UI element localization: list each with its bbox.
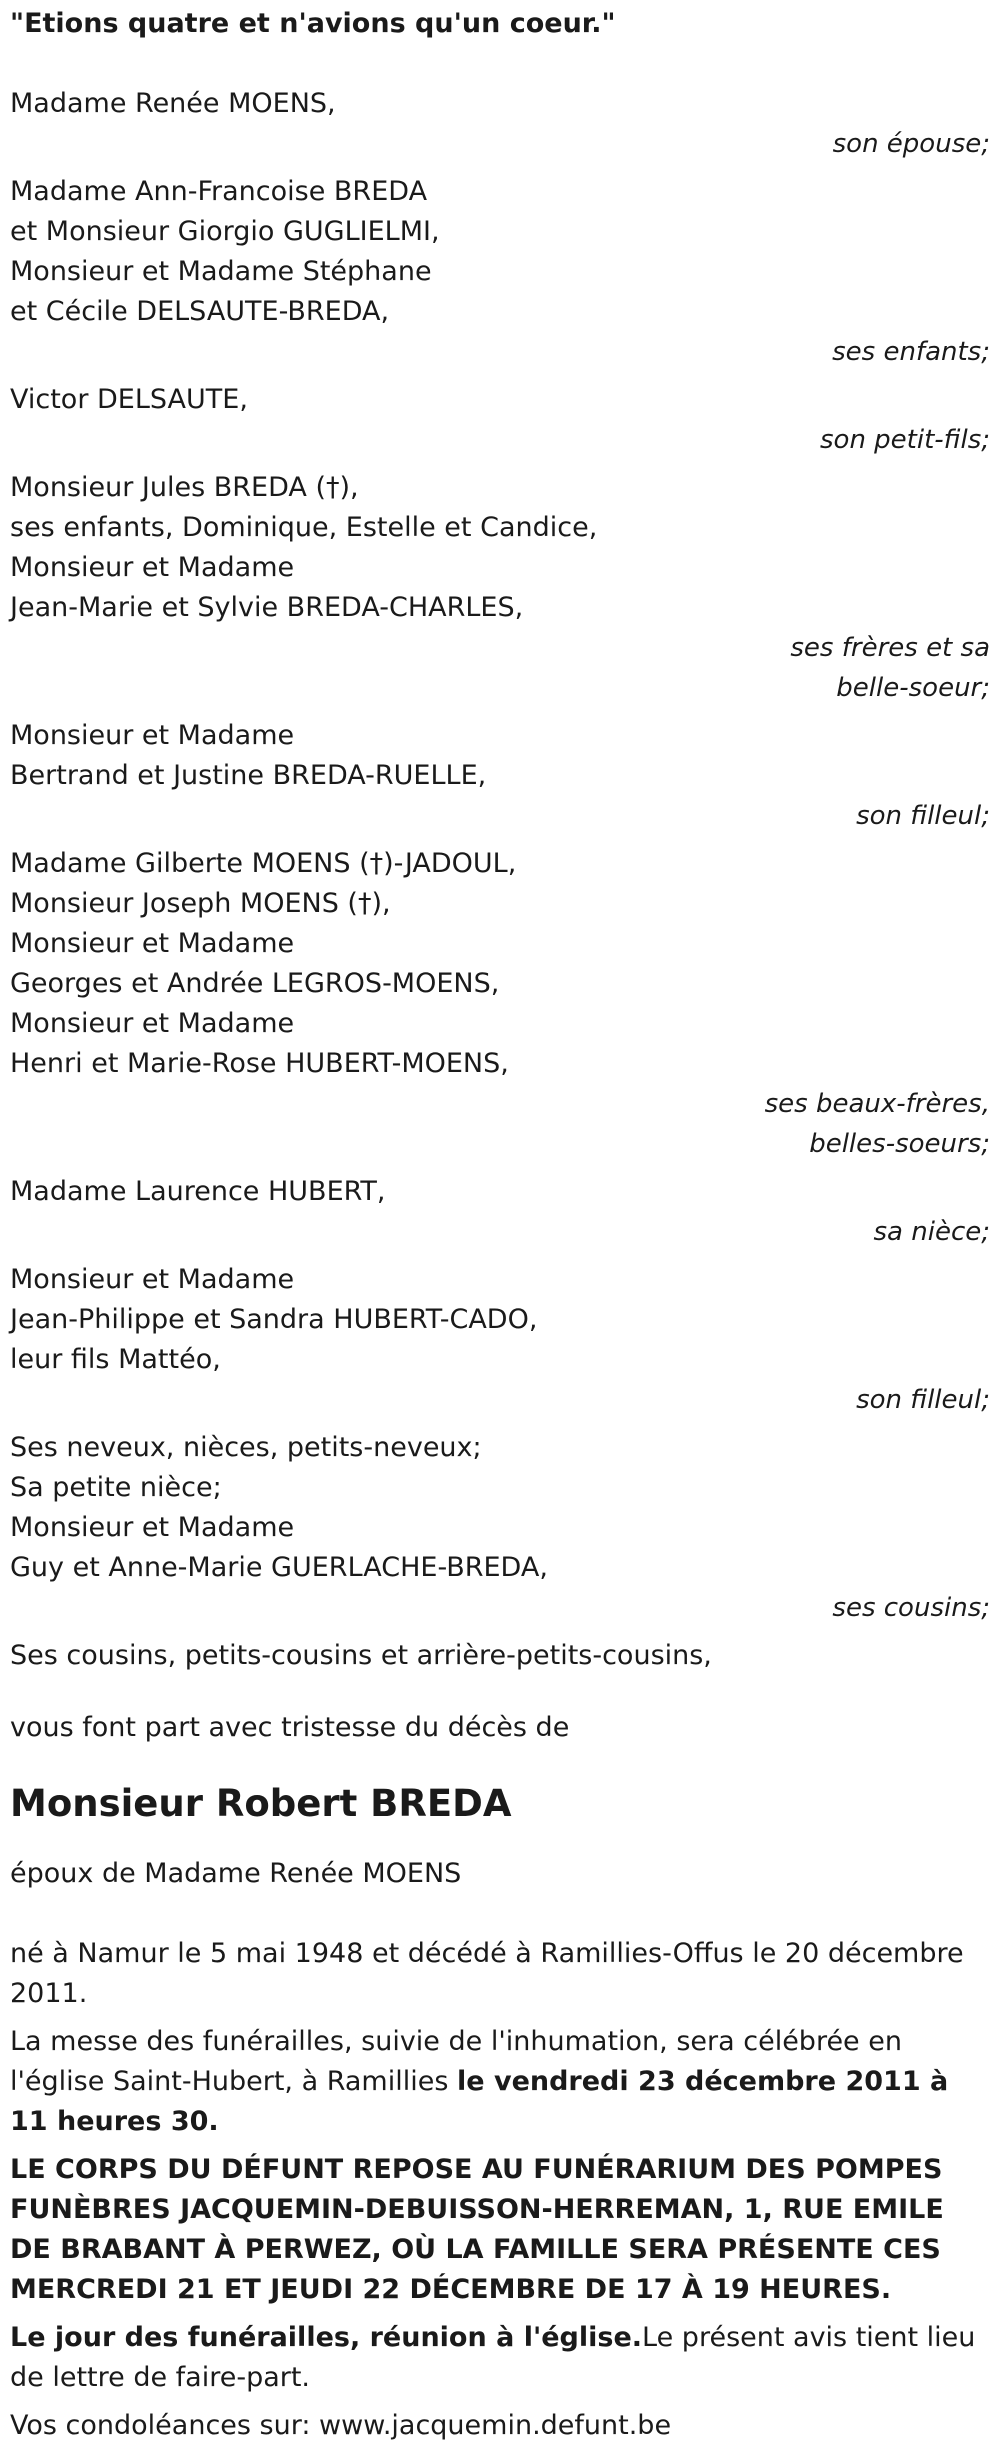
funerarium-notice: LE CORPS DU DÉFUNT REPOSE AU FUNÉRARIUM DES POMPES FUNÈBRES JACQUEMIN-DEBUISSON-HERREMAN, 1, RUE EMILE DE BRABANT À PERWEZ, OÙ LA FAMILLE SERA PRÉSENTE CES MERCREDI 21 ET JEUDI 22 DÉCEMBRE DE 17 À 19 HEURES. [10,2154,944,2305]
family-group [10,1172,990,1252]
family-member-line: et Monsieur Giorgio GUGLIELMI, [10,216,440,247]
meeting-bold: Le jour des funérailles, réunion à l'église. [10,2322,643,2353]
family-member-line: Monsieur et Madame [10,720,295,751]
family-group [10,84,990,164]
relationship-label: ses beaux-frères, [764,1089,990,1119]
family-member-line: Monsieur et Madame [10,928,295,959]
family-member-line: Henri et Marie-Rose HUBERT-MOENS, [10,1048,509,1079]
family-member-line: et Cécile DELSAUTE-BREDA, [10,296,390,327]
epigraph: "Etions quatre et n'avions qu'un coeur." [10,8,616,39]
family-member-line: leur fils Mattéo, [10,1344,221,1375]
announcement: vous font part avec tristesse du décès de [10,1712,570,1743]
family-list [10,84,990,1628]
family-member-line: Monsieur et Madame Stéphane [10,256,432,287]
relationship-label: son filleul; [856,801,990,831]
meeting-text: Le présent avis tient lieu de lettre de faire-part. [10,2322,976,2393]
family-member-line: Sa petite nièce; [10,1472,222,1503]
family-member-line: Madame Renée MOENS, [10,88,336,119]
family-member-line: ses enfants, Dominique, Estelle et Candice, [10,512,598,543]
family-member-line: Madame Gilberte MOENS (†)-JADOUL, [10,848,517,879]
family-group [10,380,990,460]
funeral-mass-date: le vendredi 23 décembre 2011 à 11 heures 30. [10,2066,949,2137]
spouse-line: époux de Madame Renée MOENS [10,1858,462,1889]
relationship-label: belles-soeurs; [809,1129,990,1159]
relationship-label: belle-soeur; [836,673,990,703]
cousins-line: Ses cousins, petits-cousins et arrière-petits-cousins, [10,1640,712,1671]
family-member-line: Monsieur Jules BREDA (†), [10,472,359,503]
birth-death-line: né à Namur le 5 mai 1948 et décédé à Ramillies-Offus le 20 décembre 2011. [10,1938,964,2009]
relationship-label: ses frères et sa [790,633,990,663]
relationship-label: sa nièce; [873,1217,990,1247]
family-group [10,1260,990,1420]
family-member-line: Monsieur et Madame [10,1512,295,1543]
family-group [10,844,990,1164]
family-member-line: Ses neveux, nièces, petits-neveux; [10,1432,482,1463]
family-member-line: Madame Ann-Francoise BREDA [10,176,428,207]
family-member-line: Jean-Philippe et Sandra HUBERT-CADO, [10,1304,538,1335]
relationship-label: ses enfants; [832,337,990,367]
obituary-notice [10,4,990,2446]
condolences-line [10,2406,990,2446]
family-group [10,468,990,708]
family-member-line: Monsieur et Madame [10,1264,295,1295]
family-member-line: Victor DELSAUTE, [10,384,248,415]
family-group [10,716,990,836]
family-member-line: Georges et Andrée LEGROS-MOENS, [10,968,500,999]
family-member-line: Monsieur et Madame [10,552,295,583]
funeral-mass-text: La messe des funérailles, suivie de l'inhumation, sera célébrée en l'église Saint-Hubert, à Ramillies [10,2026,902,2097]
relationship-label: son épouse; [832,129,990,159]
family-member-line: Jean-Marie et Sylvie BREDA-CHARLES, [10,592,524,623]
condolences-link[interactable]: www.jacquemin.defunt.be [319,2410,672,2441]
family-group [10,1428,990,1628]
family-member-line: Guy et Anne-Marie GUERLACHE-BREDA, [10,1552,548,1583]
relationship-label: son petit-fils; [819,425,990,455]
deceased-name: Monsieur Robert BREDA [10,1782,512,1825]
family-member-line: Madame Laurence HUBERT, [10,1176,386,1207]
family-member-line: Bertrand et Justine BREDA-RUELLE, [10,760,487,791]
relationship-label: ses cousins; [832,1593,990,1623]
funeral-mass-info [10,2022,990,2142]
condolences-label: Vos condoléances sur: [10,2410,320,2441]
relationship-label: son filleul; [856,1385,990,1415]
family-group [10,172,990,372]
family-member-line: Monsieur et Madame [10,1008,295,1039]
family-member-line: Monsieur Joseph MOENS (†), [10,888,391,919]
meeting-info [10,2318,990,2398]
